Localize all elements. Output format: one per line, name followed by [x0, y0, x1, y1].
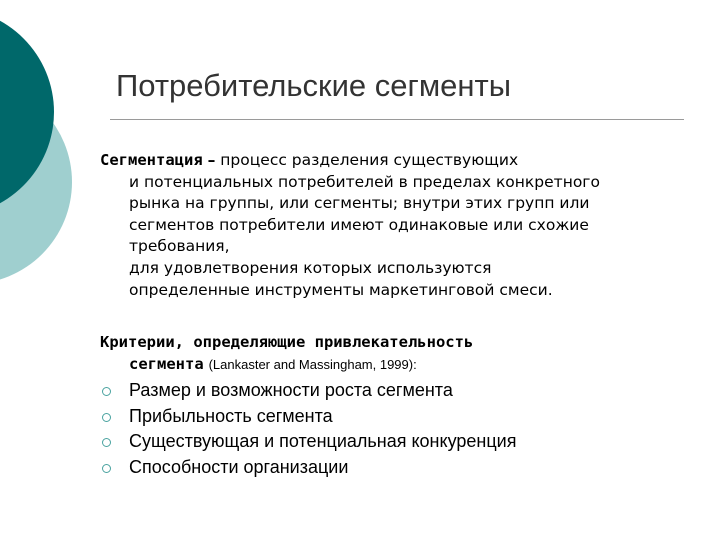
definition-paragraph: [100, 150, 700, 301]
definition-first-line: [100, 150, 700, 172]
list-item: [100, 378, 700, 404]
definition-term: Сегментация: [100, 151, 203, 169]
definition-line: сегментов потребители имеют одинаковые или схожие: [129, 215, 589, 234]
hollow-circle-bullet-icon: [102, 464, 111, 473]
criteria-heading-line-2: [100, 354, 700, 376]
criteria-citation: (Lankaster and Massingham, 1999):: [208, 356, 417, 372]
slide-title: Потребительские сегменты: [116, 68, 511, 103]
definition-line: требования,: [129, 237, 230, 256]
decorative-circles: [0, 0, 110, 300]
criteria-list: [100, 378, 700, 480]
list-item: [100, 455, 700, 481]
list-item: [100, 429, 700, 455]
list-item-text: Способности организации: [129, 456, 349, 477]
hollow-circle-bullet-icon: [102, 387, 111, 396]
criteria-heading-line: Критерии, определяющие привлекательность: [100, 333, 474, 351]
criteria-heading-term: сегмента: [129, 354, 204, 373]
definition-line: и потенциальных потребителей в пределах конкретного: [129, 172, 600, 191]
definition-line: определенные инструменты маркетинговой смеси.: [129, 280, 553, 299]
hollow-circle-bullet-icon: [102, 438, 111, 447]
list-item-text: Существующая и потенциальная конкуренция: [129, 431, 517, 452]
list-item-text: Размер и возможности роста сегмента: [129, 380, 453, 400]
definition-line: процесс разделения существующих: [220, 151, 519, 169]
title-divider: [110, 119, 684, 120]
definition-line: рынка на группы, или сегменты; внутри этих групп или: [129, 194, 590, 213]
criteria-heading: [100, 332, 700, 375]
list-item-text: Прибыльность сегмента: [129, 405, 333, 426]
definition-line: для удовлетворения которых используются: [129, 258, 492, 277]
definition-dash: –: [207, 151, 216, 169]
list-item: [100, 404, 700, 430]
hollow-circle-bullet-icon: [102, 413, 111, 422]
